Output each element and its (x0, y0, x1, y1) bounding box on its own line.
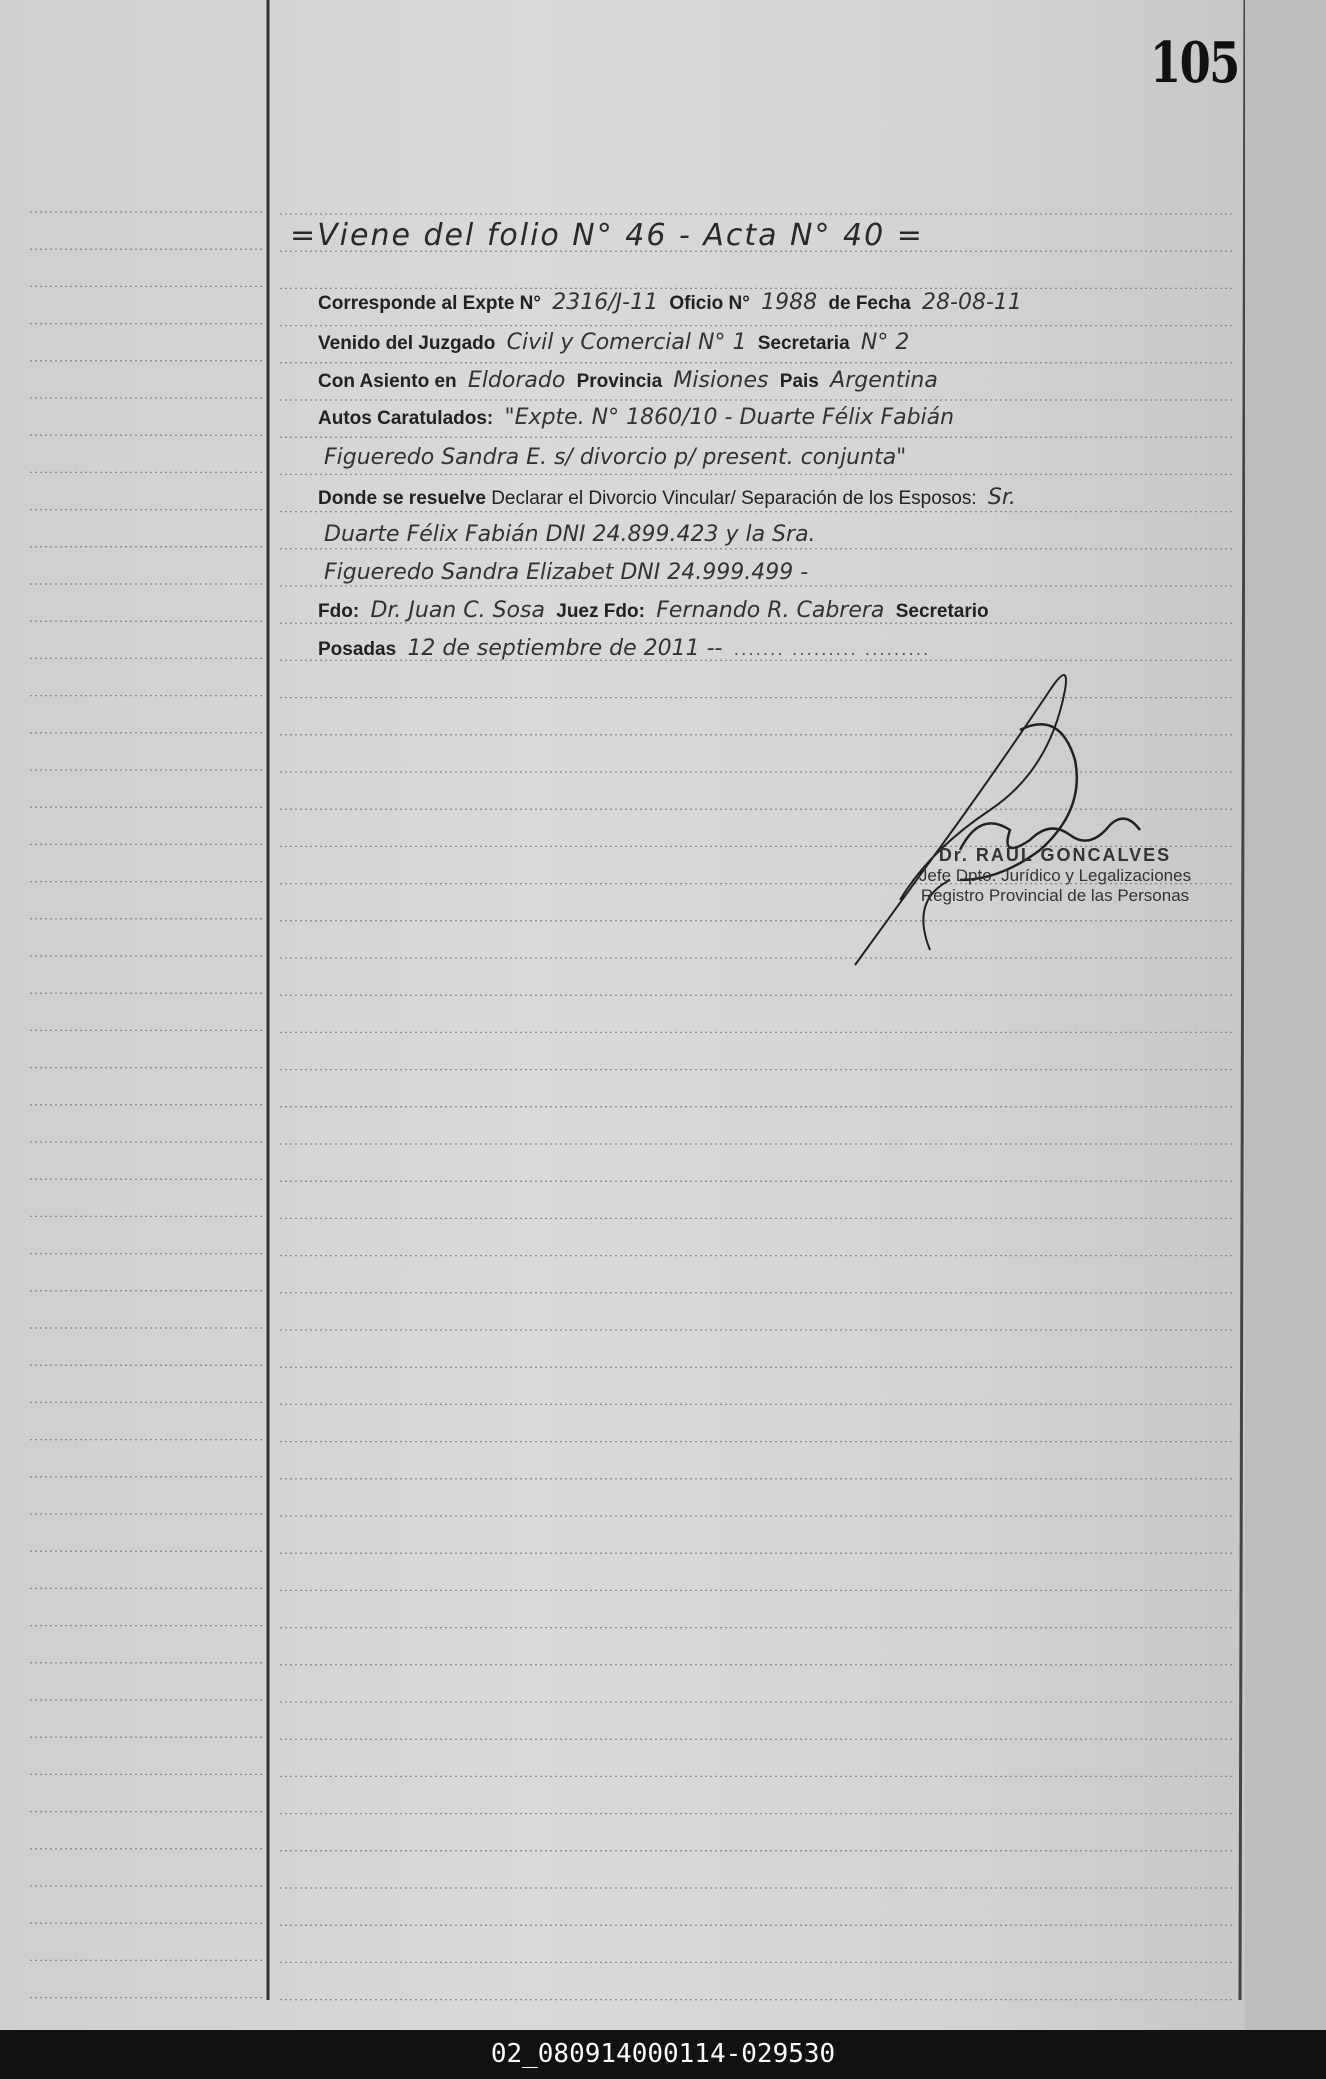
value-secretaria: N° 2 (860, 330, 910, 355)
value-pais: Argentina (830, 368, 938, 393)
label-fecha: de Fecha (828, 293, 911, 314)
value-resuelve-sr: Sr. (987, 485, 1016, 510)
value-autos: "Expte. N° 1860/10 - Duarte Félix Fabián (504, 405, 955, 430)
label-juzgado: Venido del Juzgado (318, 333, 496, 354)
label-provincia: Provincia (576, 371, 663, 392)
value-asiento: Eldorado (467, 368, 566, 393)
field-esposo (318, 522, 822, 547)
field-firmas (318, 598, 989, 623)
label-secretaria: Secretaria (757, 333, 850, 354)
value-autos-cont: Figueredo Sandra E. s/ divorcio p/ present. conjunta" (324, 445, 907, 470)
scan-id-label: 02_080914000114-029530 (0, 2030, 1326, 2079)
field-esposa (318, 560, 814, 585)
label-expte: Corresponde al Expte N° (318, 293, 541, 314)
official-stamp (905, 845, 1205, 906)
value-expte: 2316/J-11 (552, 290, 659, 315)
page-edge (1245, 0, 1326, 2030)
value-juez: Dr. Juan C. Sosa (370, 598, 545, 623)
value-fecha-posadas: 12 de septiembre de 2011 -- (407, 636, 723, 661)
label-secretario: Secretario (895, 601, 989, 622)
field-autos (318, 405, 960, 430)
value-provincia: Misiones (673, 368, 769, 393)
label-posadas: Posadas (318, 639, 397, 660)
stamp-title: Jefe Dpto. Jurídico y Legalizaciones (918, 866, 1192, 885)
label-autos: Autos Caratulados: (318, 408, 494, 429)
value-oficio: 1988 (761, 290, 818, 315)
label-asiento: Con Asiento en (318, 371, 457, 392)
field-autos-cont (318, 445, 912, 470)
field-resuelve (318, 485, 1022, 510)
folio-number: 105 (1150, 30, 1239, 96)
stamp-name: Dr. RAUL GONCALVES (938, 845, 1172, 865)
signature (840, 650, 1220, 980)
value-juzgado: Civil y Comercial N° 1 (506, 330, 747, 355)
label-resuelve: Donde se resuelve (318, 488, 486, 509)
heading-note: =Viene del folio N° 46 - Acta N° 40 = (290, 218, 924, 253)
value-esposa: Figueredo Sandra Elizabet DNI 24.999.499 - (324, 560, 809, 585)
value-fecha: 28-08-11 (922, 290, 1022, 315)
field-juzgado (318, 330, 915, 355)
dotted-fill: ....... ......... ......... (733, 639, 931, 660)
field-expediente (318, 290, 1028, 315)
field-posadas (318, 636, 930, 661)
value-esposo: Duarte Félix Fabián DNI 24.899.423 y la Sra. (324, 522, 816, 547)
label-fdo: Fdo: (318, 601, 360, 622)
value-resuelve: Declarar el Divorcio Vincular/ Separación de los Esposos: (491, 488, 977, 509)
label-oficio: Oficio N° (669, 293, 750, 314)
stamp-office: Registro Provincial de las Personas (920, 886, 1190, 905)
value-secretario: Fernando R. Cabrera (656, 598, 885, 623)
label-juez-fdo: Juez Fdo: (556, 601, 645, 622)
field-asiento (318, 368, 944, 393)
label-pais: Pais (779, 371, 819, 392)
